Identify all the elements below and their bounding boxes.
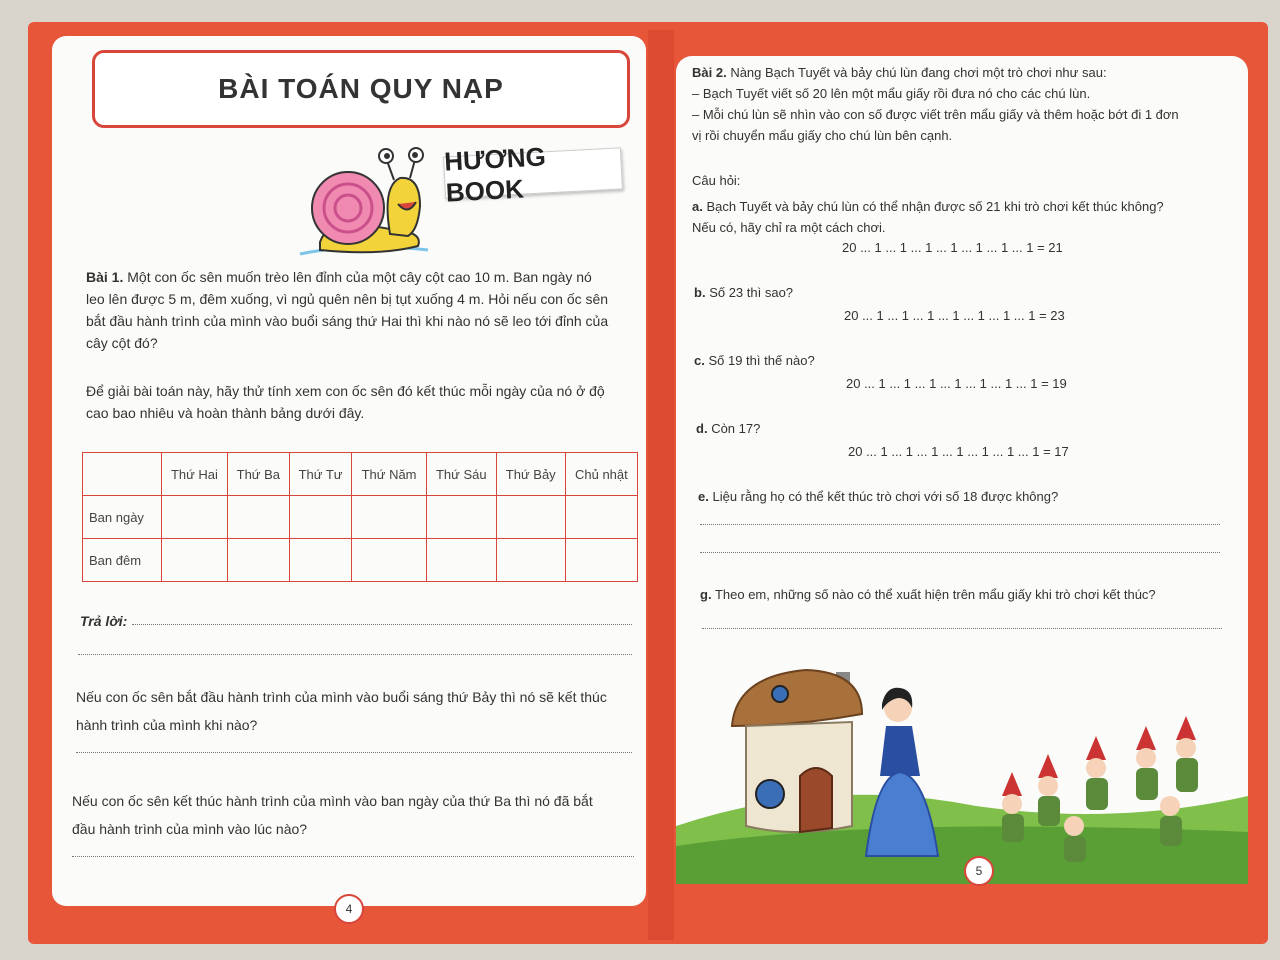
table-row-label: Ban đêm	[83, 539, 162, 582]
bai1-line: Một con ốc sên muốn trèo lên đỉnh của một cây cột cao 10 m. Ban ngày nó	[127, 269, 592, 285]
equation-b: 20 ... 1 ... 1 ... 1 ... 1 ... 1 ... 1 ... 1 = 23	[844, 308, 1065, 323]
qb-text: Số 23 thì sao?	[709, 285, 794, 300]
answer-line[interactable]	[700, 524, 1220, 525]
qd-text: Còn 17?	[711, 421, 761, 436]
table-row	[83, 496, 638, 539]
bai1-line: bắt đầu hành trình của mình vào buổi sáng thứ Hai thì khi nào nó sẽ leo tới đỉnh của	[86, 313, 609, 329]
intro-line: – Bạch Tuyết viết số 20 lên một mẩu giấy rồi đưa nó cho các chú lùn.	[692, 86, 1091, 101]
answer-line[interactable]	[132, 624, 632, 625]
intro-line: – Mỗi chú lùn sẽ nhìn vào con số được viết trên mẩu giấy và thêm hoặc bớt đi 1 đơn	[692, 107, 1179, 122]
page-left	[52, 36, 646, 916]
qa-line: Nếu có, hãy chỉ ra một cách chơi.	[692, 220, 886, 235]
q2-line: hành trình của mình khi nào?	[76, 717, 258, 733]
instruction-line: cao bao nhiêu và hoàn thành bảng dưới đây.	[86, 405, 365, 421]
qg-text: Theo em, những số nào có thể xuất hiện trên mẩu giấy khi trò chơi kết thúc?	[714, 587, 1156, 602]
table-header-cell: Thứ Sáu	[426, 453, 496, 496]
instruction-line: Để giải bài toán này, hãy thử tính xem con ốc sên đó kết thúc mỗi ngày của nó ở độ	[86, 383, 605, 399]
table-header-cell	[83, 453, 162, 496]
snail-illustration	[290, 146, 430, 266]
question-header: Câu hỏi:	[692, 173, 741, 188]
table-cell[interactable]	[162, 539, 228, 582]
snow-white-illustration	[676, 656, 1248, 884]
table-header-cell: Thứ Tư	[289, 453, 351, 496]
table-header-cell: Thứ Bảy	[496, 453, 565, 496]
equation-c: 20 ... 1 ... 1 ... 1 ... 1 ... 1 ... 1 ... 1 = 19	[846, 376, 1067, 391]
table-cell[interactable]	[289, 539, 351, 582]
answer-line[interactable]	[78, 654, 632, 655]
table-cell[interactable]	[227, 496, 289, 539]
table-cell[interactable]	[496, 539, 565, 582]
qc-label: c.	[694, 353, 705, 368]
intro-line: vị rồi chuyển mẩu giấy cho chú lùn bên cạnh.	[692, 128, 953, 143]
q2-line: Nếu con ốc sên bắt đầu hành trình của mình vào buổi sáng thứ Bảy thì nó sẽ kết thúc	[76, 689, 607, 705]
question-a	[692, 196, 1232, 238]
answer-line[interactable]	[702, 628, 1222, 629]
answer-label: Trả lời:	[80, 613, 128, 629]
page-title: BÀI TOÁN QUY NẠP	[218, 73, 504, 104]
qc-text: Số 19 thì thế nào?	[708, 353, 815, 368]
table-cell[interactable]	[496, 496, 565, 539]
table-cell[interactable]	[227, 539, 289, 582]
q2-text	[76, 686, 636, 736]
bai2-label: Bài 2.	[692, 65, 727, 80]
q3-line: Nếu con ốc sên kết thúc hành trình của mình vào ban ngày của thứ Ba thì nó đã bắt	[72, 793, 593, 809]
instruction-text	[86, 380, 636, 424]
question-d	[696, 418, 760, 439]
table-header-cell: Thứ Ba	[227, 453, 289, 496]
page-number: 5	[964, 856, 994, 886]
answer-line[interactable]	[700, 552, 1220, 553]
snail-table	[82, 452, 638, 582]
answer-line[interactable]	[72, 856, 634, 857]
qb-label: b.	[694, 285, 706, 300]
qd-label: d.	[696, 421, 708, 436]
intro-line: Nàng Bạch Tuyết và bảy chú lùn đang chơi một trò chơi như sau:	[730, 65, 1107, 80]
table-row	[83, 539, 638, 582]
brand-label: HƯƠNG BOOK	[443, 147, 623, 198]
table-cell[interactable]	[426, 539, 496, 582]
qg-label: g.	[700, 587, 712, 602]
title-box	[92, 50, 630, 128]
bai2-intro	[692, 62, 1232, 146]
table-header-cell: Thứ Năm	[352, 453, 427, 496]
bai1-line: leo lên được 5 m, đêm xuống, vì ngủ quên nên bị tụt xuống 4 m. Hỏi nếu con ốc sên	[86, 291, 609, 307]
table-cell[interactable]	[162, 496, 228, 539]
equation-a: 20 ... 1 ... 1 ... 1 ... 1 ... 1 ... 1 ... 1 = 21	[842, 240, 1063, 255]
equation-d: 20 ... 1 ... 1 ... 1 ... 1 ... 1 ... 1 ... 1 = 17	[848, 444, 1069, 459]
qe-label: e.	[698, 489, 709, 504]
bai1-label: Bài 1.	[86, 269, 124, 285]
table-cell[interactable]	[565, 539, 637, 582]
question-c	[694, 350, 815, 371]
page-right	[676, 56, 1248, 884]
q3-text	[72, 790, 638, 840]
table-header-cell: Thứ Hai	[162, 453, 228, 496]
bai1-line: cây cột đó?	[86, 335, 158, 351]
table-cell[interactable]	[352, 496, 427, 539]
bai1-text	[86, 266, 636, 354]
question-b	[694, 282, 793, 303]
question-e	[698, 486, 1228, 507]
table-row-label: Ban ngày	[83, 496, 162, 539]
table-cell[interactable]	[565, 496, 637, 539]
qa-label: a.	[692, 199, 703, 214]
qe-text: Liệu rằng họ có thể kết thúc trò chơi với số 18 được không?	[712, 489, 1059, 504]
book-spine	[648, 30, 674, 940]
table-header-cell: Chủ nhật	[565, 453, 637, 496]
q3-line: đầu hành trình của mình vào lúc nào?	[72, 821, 308, 837]
table-cell[interactable]	[289, 496, 351, 539]
table-cell[interactable]	[352, 539, 427, 582]
answer-line[interactable]	[76, 752, 632, 753]
qa-line: Bạch Tuyết và bảy chú lùn có thể nhận được số 21 khi trò chơi kết thúc không?	[706, 199, 1164, 214]
table-cell[interactable]	[426, 496, 496, 539]
table-header-row	[83, 453, 638, 496]
page-number: 4	[334, 894, 364, 924]
question-g	[700, 584, 1230, 605]
